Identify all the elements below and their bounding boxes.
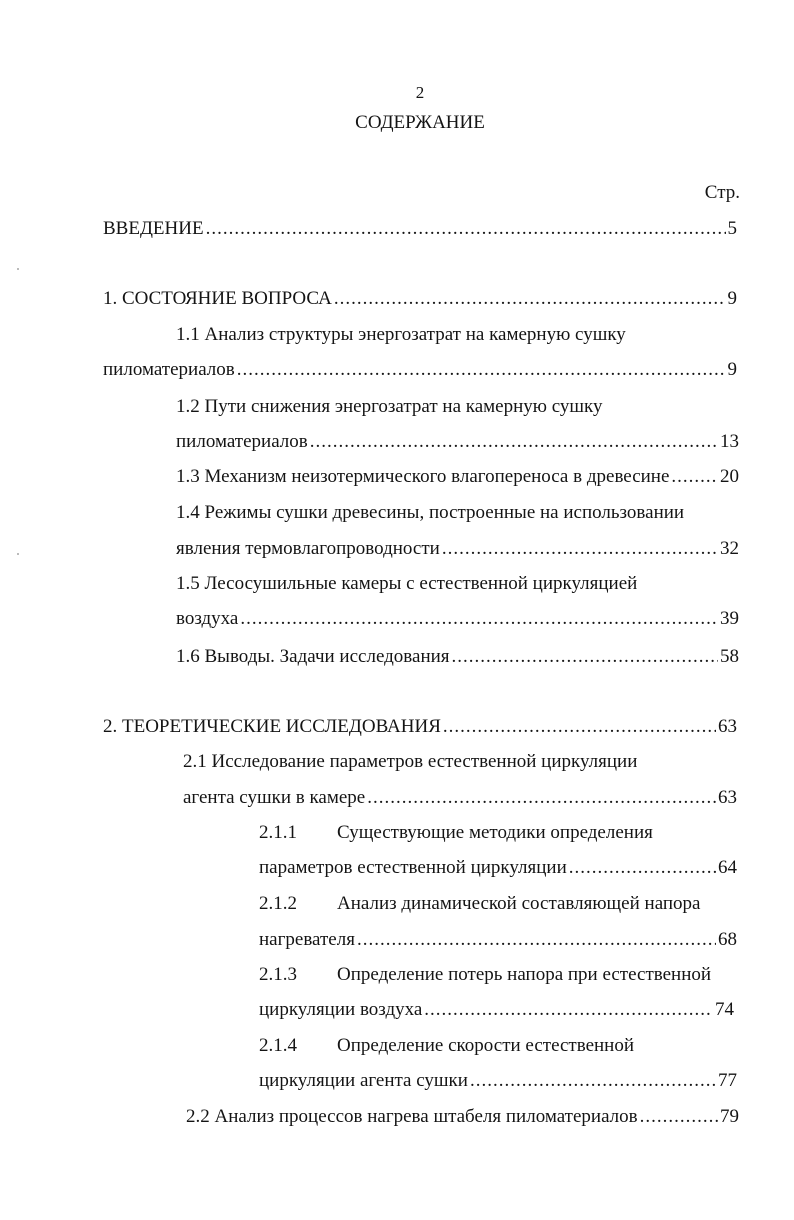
- toc-entry-1-3: [176, 465, 739, 489]
- toc-entry-text: Определение потерь напора при естественной: [337, 964, 712, 985]
- toc-entry-2-1-4-line1: [259, 1034, 634, 1058]
- toc-entry-text: циркуляции воздуха: [259, 999, 423, 1020]
- toc-entry-1-4: [176, 537, 739, 561]
- toc-entry-1-6: [176, 645, 739, 669]
- toc-entry-1-1-line1: 1.1 Анализ структуры энергозатрат на камерную сушку: [176, 324, 626, 345]
- toc-entry-page: 77: [718, 1070, 737, 1091]
- toc-entry-page: 79: [720, 1106, 739, 1127]
- toc-entry-text: 2.2 Анализ процессов нагрева штабеля пиломатериалов: [186, 1106, 638, 1127]
- toc-entry-1-1: [103, 358, 737, 382]
- toc-entry-page: 58: [720, 646, 739, 667]
- toc-entry-page: 9: [727, 359, 737, 380]
- dot-leader: [640, 1105, 718, 1129]
- toc-entry-1-4-line1: 1.4 Режимы сушки древесины, построенные на использовании: [176, 502, 685, 523]
- toc-entry-1-2: [176, 430, 739, 454]
- toc-entry-2-1-1-line1: [259, 821, 653, 845]
- toc-entry-text: пиломатериалов: [176, 431, 308, 452]
- toc-entry-2-1-3: [259, 998, 734, 1022]
- margin-mark: [17, 553, 19, 555]
- dot-leader: [357, 928, 716, 952]
- toc-entry-2-1-2-line1: [259, 892, 700, 916]
- toc-entry-text: 1. СОСТОЯНИЕ ВОПРОСА: [103, 288, 332, 309]
- margin-mark: [17, 268, 19, 270]
- toc-entry-text: ВВЕДЕНИЕ: [103, 218, 204, 239]
- dot-leader: [367, 786, 716, 810]
- toc-entry-text: явления термовлагопроводности: [176, 538, 440, 559]
- toc-entry-text: нагревателя: [259, 929, 355, 950]
- dot-leader: [671, 465, 718, 489]
- dot-leader: [206, 217, 726, 241]
- toc-entry-intro: [103, 217, 737, 241]
- toc-entry-text: 1.6 Выводы. Задачи исследования: [176, 646, 450, 667]
- toc-entry-2-1-1: [259, 856, 737, 880]
- toc-entry-1-5-line1: 1.5 Лесосушильные камеры с естественной циркуляцией: [176, 573, 638, 594]
- toc-entry-number: 2.1.3: [259, 964, 297, 985]
- toc-entry-2-1-3-line1: [259, 963, 711, 987]
- toc-entry-number: 2.1.1: [259, 822, 297, 843]
- toc-entry-page: 68: [718, 929, 737, 950]
- toc-entry-page: 5: [727, 218, 737, 239]
- pages-column-label: Стр.: [704, 182, 740, 203]
- dot-leader: [470, 1069, 716, 1093]
- page-number: 2: [415, 83, 425, 102]
- toc-entry-2-1-line1: 2.1 Исследование параметров естественной циркуляции: [183, 751, 638, 772]
- toc-entry-text: 1.3 Механизм неизотермического влагопереноса в древесине: [176, 466, 670, 487]
- toc-entry-section-1: [103, 287, 737, 311]
- toc-entry-section-2: [103, 715, 737, 739]
- dot-leader: [240, 607, 718, 631]
- dot-leader: [424, 998, 713, 1022]
- toc-entry-number: 2.1.4: [259, 1035, 297, 1056]
- dot-leader: [442, 537, 718, 561]
- toc-entry-text: пиломатериалов: [103, 359, 235, 380]
- toc-entry-1-2-line1: 1.2 Пути снижения энергозатрат на камерную сушку: [176, 396, 603, 417]
- dot-leader: [569, 856, 716, 880]
- page-title: СОДЕРЖАНИЕ: [355, 112, 485, 133]
- toc-entry-1-5: [176, 607, 739, 631]
- toc-entry-text: Существующие методики определения: [337, 822, 653, 843]
- toc-entry-2-1-2: [259, 928, 737, 952]
- toc-entry-number: 2.1.2: [259, 893, 297, 914]
- toc-entry-page: 63: [718, 787, 737, 808]
- toc-entry-page: 20: [720, 466, 739, 487]
- toc-entry-text: воздуха: [176, 608, 239, 629]
- toc-entry-page: 74: [715, 999, 734, 1020]
- dot-leader: [310, 430, 718, 454]
- toc-entry-page: 9: [727, 288, 737, 309]
- dot-leader: [334, 287, 726, 311]
- toc-entry-text: 2. ТЕОРЕТИЧЕСКИЕ ИССЛЕДОВАНИЯ: [103, 716, 441, 737]
- toc-entry-page: 63: [718, 716, 737, 737]
- toc-entry-2-1-4: [259, 1069, 737, 1093]
- toc-entry-page: 32: [720, 538, 739, 559]
- dot-leader: [443, 715, 716, 739]
- toc-entry-2-1: [183, 786, 737, 810]
- toc-entry-text: Анализ динамической составляющей напора: [337, 893, 701, 914]
- toc-entry-text: агента сушки в камере: [183, 787, 366, 808]
- dot-leader: [452, 645, 718, 669]
- toc-entry-page: 64: [718, 857, 737, 878]
- toc-entry-text: Определение скорости естественной: [337, 1035, 635, 1056]
- toc-entry-text: параметров естественной циркуляции: [259, 857, 567, 878]
- toc-entry-text: циркуляции агента сушки: [259, 1070, 468, 1091]
- dot-leader: [237, 358, 726, 382]
- toc-entry-page: 39: [720, 608, 739, 629]
- toc-entry-2-2: [186, 1105, 739, 1129]
- toc-entry-page: 13: [720, 431, 739, 452]
